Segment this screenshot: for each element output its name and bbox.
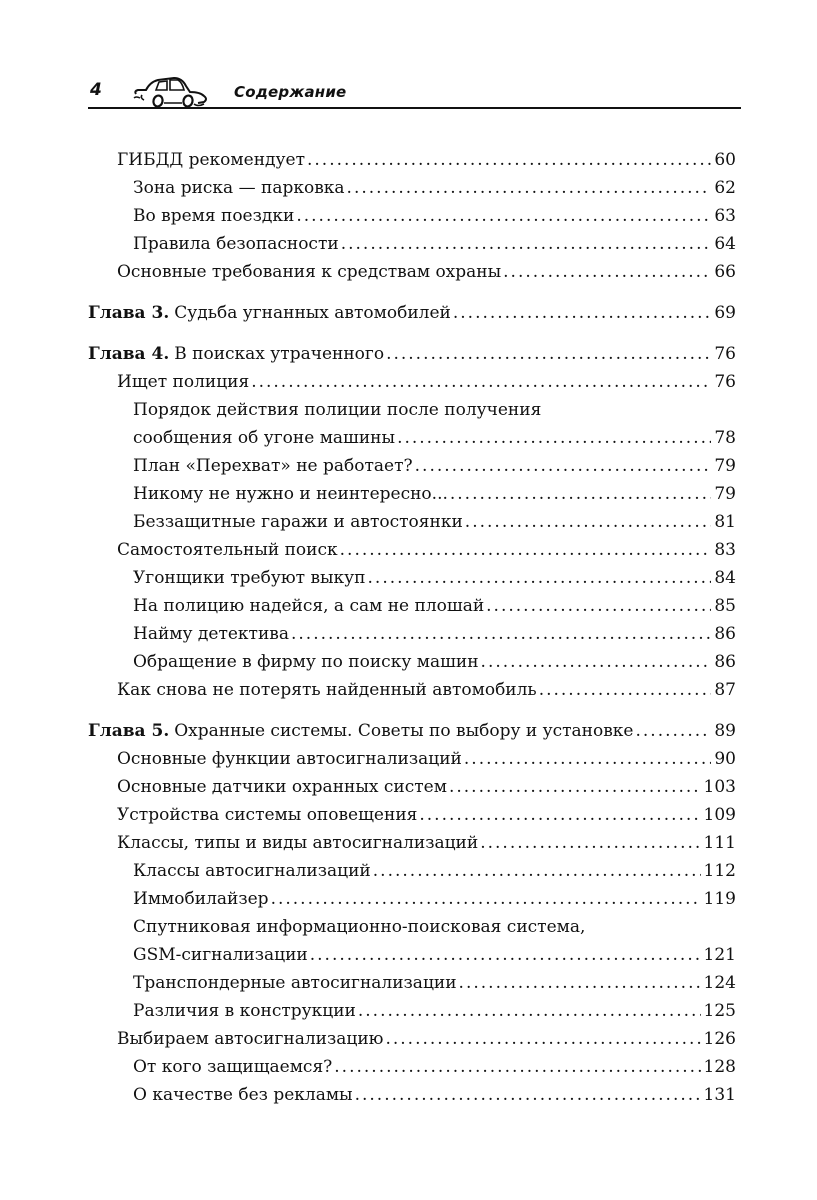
toc-entry (88, 773, 736, 801)
car-icon (132, 74, 218, 108)
toc-entry-title: Охранные системы. Советы по выбору и установке (174, 721, 634, 741)
toc-entry-page: 81 (714, 512, 736, 532)
toc-entry-page: 66 (714, 262, 736, 282)
chapter-label: Глава 3. (88, 303, 170, 323)
dot-leader (397, 424, 711, 452)
toc-entry-title: Судьба угнанных автомобилей (174, 303, 451, 323)
toc-entry-title: Классы, типы и виды автосигнализаций (117, 833, 479, 853)
toc-entry-title: Основные функции автосигнализаций (117, 749, 462, 769)
toc-entry (88, 1081, 736, 1109)
toc-entry-title: Основные датчики охранных систем (117, 777, 447, 797)
dot-leader (296, 202, 711, 230)
chapter-label: Глава 4. (88, 344, 170, 364)
dot-leader (449, 773, 701, 801)
toc-entry-title: Ищет полиция (117, 372, 250, 392)
toc-entry-title: GSM-сигнализации (133, 945, 308, 965)
running-header (88, 72, 741, 110)
dot-leader (355, 1081, 701, 1109)
toc-entry-page: 112 (703, 861, 736, 881)
toc-entry (88, 857, 736, 885)
toc-entry (88, 801, 736, 829)
page-number: 4 (90, 80, 102, 100)
toc-entry-title: Найму детектива (133, 624, 289, 644)
dot-leader (450, 480, 711, 508)
toc-entry-page: 62 (714, 178, 736, 198)
toc-entry-title-line1: Спутниковая информационно-поисковая система, (133, 917, 586, 937)
toc-entry-page: 131 (703, 1085, 736, 1105)
toc-entry-title: В поисках утраченного (174, 344, 385, 364)
dot-leader (385, 1025, 700, 1053)
toc-entry-page: 109 (703, 805, 736, 825)
toc-entry-title: Угонщики требуют выкуп (133, 568, 366, 588)
toc-entry (88, 202, 736, 230)
toc-entry (88, 174, 736, 202)
toc-entry (88, 620, 736, 648)
dot-leader (486, 592, 711, 620)
toc-entry-page: 128 (703, 1057, 736, 1077)
toc-entry-title: Беззащитные гаражи и автостоянки (133, 512, 463, 532)
toc-entry-title: Выбираем автосигнализацию (117, 1029, 384, 1049)
toc-entry-page: 90 (714, 749, 736, 769)
toc-chapter (88, 717, 736, 745)
toc-entry-page: 83 (714, 540, 736, 560)
toc-entry-page: 124 (703, 973, 736, 993)
toc-entry-title: Устройства системы оповещения (117, 805, 418, 825)
toc-chapter (88, 299, 736, 327)
toc-entry (88, 564, 736, 592)
toc-entry (88, 913, 736, 969)
toc-entry (88, 1025, 736, 1053)
toc-entry (88, 969, 736, 997)
toc-entry-title: Зона риска — парковка (133, 178, 345, 198)
toc-entry-title: Самостоятельный поиск (117, 540, 338, 560)
header-rule (88, 107, 741, 109)
dot-leader (334, 1053, 700, 1081)
toc-entry (88, 592, 736, 620)
toc-entry-page: 78 (714, 428, 736, 448)
dot-leader (291, 620, 711, 648)
dot-leader (419, 801, 700, 829)
dot-leader (459, 969, 701, 997)
toc-entry-title: Транспондерные автосигнализации (133, 973, 457, 993)
toc-entry-page: 79 (714, 484, 736, 504)
dot-leader (464, 745, 711, 773)
toc-entry-title: Никому не нужно и неинтересно... (133, 484, 448, 504)
toc-entry (88, 536, 736, 564)
dot-leader (341, 230, 712, 258)
toc-entry (88, 146, 736, 174)
toc-entry (88, 396, 736, 452)
toc-entry-page: 85 (714, 596, 736, 616)
toc-entry (88, 885, 736, 913)
dot-leader (340, 536, 712, 564)
toc-entry-page: 86 (714, 624, 736, 644)
toc-entry (88, 480, 736, 508)
dot-leader (480, 829, 700, 857)
dot-leader (636, 717, 712, 745)
toc-entry-title: ГИБДД рекомендует (117, 150, 305, 170)
toc-entry (88, 1053, 736, 1081)
toc-entry-page: 121 (703, 945, 736, 965)
toc-entry (88, 508, 736, 536)
toc-entry-page: 63 (714, 206, 736, 226)
toc-entry-title: Правила безопасности (133, 234, 339, 254)
dot-leader (271, 885, 701, 913)
dot-leader (539, 676, 712, 704)
dot-leader (465, 508, 712, 536)
dot-leader (386, 340, 711, 368)
toc-entry (88, 676, 736, 704)
toc-entry-page: 86 (714, 652, 736, 672)
toc-entry-title: Во время поездки (133, 206, 295, 226)
chapter-label: Глава 5. (88, 721, 170, 741)
dot-leader (481, 648, 712, 676)
toc-entry-page: 125 (703, 1001, 736, 1021)
toc-entry-title: О качестве без рекламы (133, 1085, 353, 1105)
toc-entry-page: 89 (714, 721, 736, 741)
toc-entry-title: Основные требования к средствам охраны (117, 262, 502, 282)
toc-entry-page: 119 (703, 889, 736, 909)
dot-leader (373, 857, 701, 885)
toc-entry-page: 79 (714, 456, 736, 476)
toc-entry-page: 76 (714, 372, 736, 392)
toc-entry-page: 64 (714, 234, 736, 254)
toc-entry-title-line1: Порядок действия полиции после получения (133, 400, 542, 420)
toc-entry-page: 87 (714, 680, 736, 700)
table-of-contents (88, 146, 736, 1109)
toc-entry-title: Как снова не потерять найденный автомобиль (117, 680, 537, 700)
toc-entry (88, 258, 736, 286)
dot-leader (358, 997, 701, 1025)
toc-entry-title: На полицию надейся, а сам не плошай (133, 596, 485, 616)
toc-entry-title: От кого защищаемся? (133, 1057, 333, 1077)
toc-entry-page: 111 (703, 833, 736, 853)
toc-entry-title: Иммобилайзер (133, 889, 269, 909)
dot-leader (251, 368, 711, 396)
toc-entry-title: План «Перехват» не работает? (133, 456, 413, 476)
toc-chapter (88, 340, 736, 368)
toc-entry (88, 452, 736, 480)
toc-entry (88, 648, 736, 676)
toc-entry (88, 230, 736, 258)
toc-entry-title: Различия в конструкции (133, 1001, 356, 1021)
toc-entry-title: Обращение в фирму по поиску машин (133, 652, 479, 672)
toc-entry-page: 69 (714, 303, 736, 323)
dot-leader (453, 299, 712, 327)
toc-entry-title: Классы автосигнализаций (133, 861, 371, 881)
dot-leader (415, 452, 712, 480)
toc-entry-title: сообщения об угоне машины (133, 428, 396, 448)
section-title: Содержание (234, 83, 347, 101)
toc-entry-page: 60 (714, 150, 736, 170)
dot-leader (310, 941, 701, 969)
dot-leader (347, 174, 712, 202)
toc-entry (88, 997, 736, 1025)
toc-entry-page: 76 (714, 344, 736, 364)
toc-entry-page: 103 (703, 777, 736, 797)
dot-leader (368, 564, 712, 592)
dot-leader (307, 146, 711, 174)
toc-entry (88, 368, 736, 396)
toc-entry-page: 84 (714, 568, 736, 588)
toc-entry-page: 126 (703, 1029, 736, 1049)
toc-entry (88, 745, 736, 773)
dot-leader (503, 258, 711, 286)
toc-entry (88, 829, 736, 857)
